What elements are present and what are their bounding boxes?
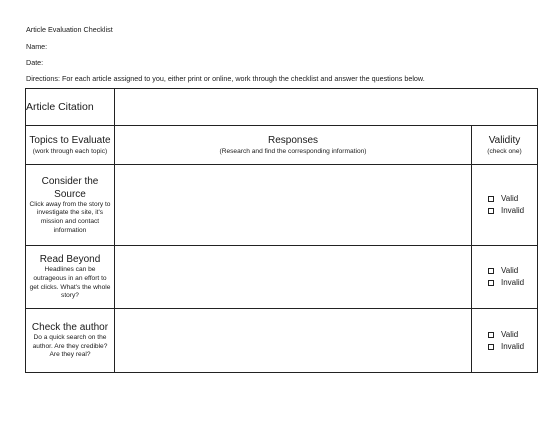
validity-cell [472,165,538,246]
directions-text: Directions: For each article assigned to you, either print or online, work through the checklist and answer the questions below. [26,74,425,83]
valid-option[interactable] [488,329,537,341]
response-cell[interactable] [115,165,472,246]
citation-row [26,89,538,126]
checkbox-icon[interactable] [488,280,494,286]
invalid-option[interactable] [488,341,537,353]
topics-header [26,126,115,165]
evaluation-table [25,88,538,373]
validity-header-title: Validity [488,135,521,146]
checkbox-icon[interactable] [488,208,494,214]
column-header-row [26,126,538,165]
checkbox-icon[interactable] [488,344,494,350]
responses-header-title: Responses [267,135,319,146]
checkbox-icon[interactable] [488,196,494,202]
invalid-label: Invalid [501,206,525,215]
topic-description: Headlines can be outrageous in an effort to get clicks. What's the whole story? [29,266,111,300]
topics-header-title: Topics to Evaluate [29,135,111,146]
responses-header [115,126,472,165]
validity-cell [472,309,538,373]
table-row [26,165,538,246]
valid-label: Valid [501,329,519,339]
document-title: Article Evaluation Checklist [26,25,113,34]
invalid-label: Invalid [501,341,525,351]
response-cell[interactable] [115,246,472,309]
checkbox-icon[interactable] [488,332,494,338]
invalid-option[interactable] [488,277,537,289]
response-cell[interactable] [115,309,472,373]
valid-label: Valid [501,194,519,203]
citation-input-cell[interactable] [115,89,538,126]
validity-cell [472,246,538,309]
date-label: Date: [26,58,44,67]
citation-label: Article Citation [26,89,115,126]
valid-option[interactable] [488,193,537,205]
invalid-option[interactable] [488,205,537,217]
validity-header [472,126,538,165]
table-row [26,309,538,373]
topics-header-sub: (work through each topic) [32,148,108,155]
name-label: Name: [26,42,48,51]
topic-cell [26,246,115,309]
responses-header-sub: (Research and find the corresponding information) [219,148,367,155]
topic-title: Read Beyond [39,254,101,266]
topic-description: Do a quick search on the author. Are they credible? Are they real? [32,334,108,359]
topic-description: Click away from the story to investigate the site, it's mission and contact information [29,200,111,234]
validity-header-sub: (check one) [487,148,522,155]
topic-cell [26,165,115,246]
topic-title: Check the author [31,322,109,334]
checkbox-icon[interactable] [488,268,494,274]
topic-title: Consider the Source [41,175,99,200]
topic-cell [26,309,115,373]
invalid-label: Invalid [501,278,525,287]
valid-option[interactable] [488,265,537,277]
table-row [26,246,538,309]
valid-label: Valid [501,266,519,275]
